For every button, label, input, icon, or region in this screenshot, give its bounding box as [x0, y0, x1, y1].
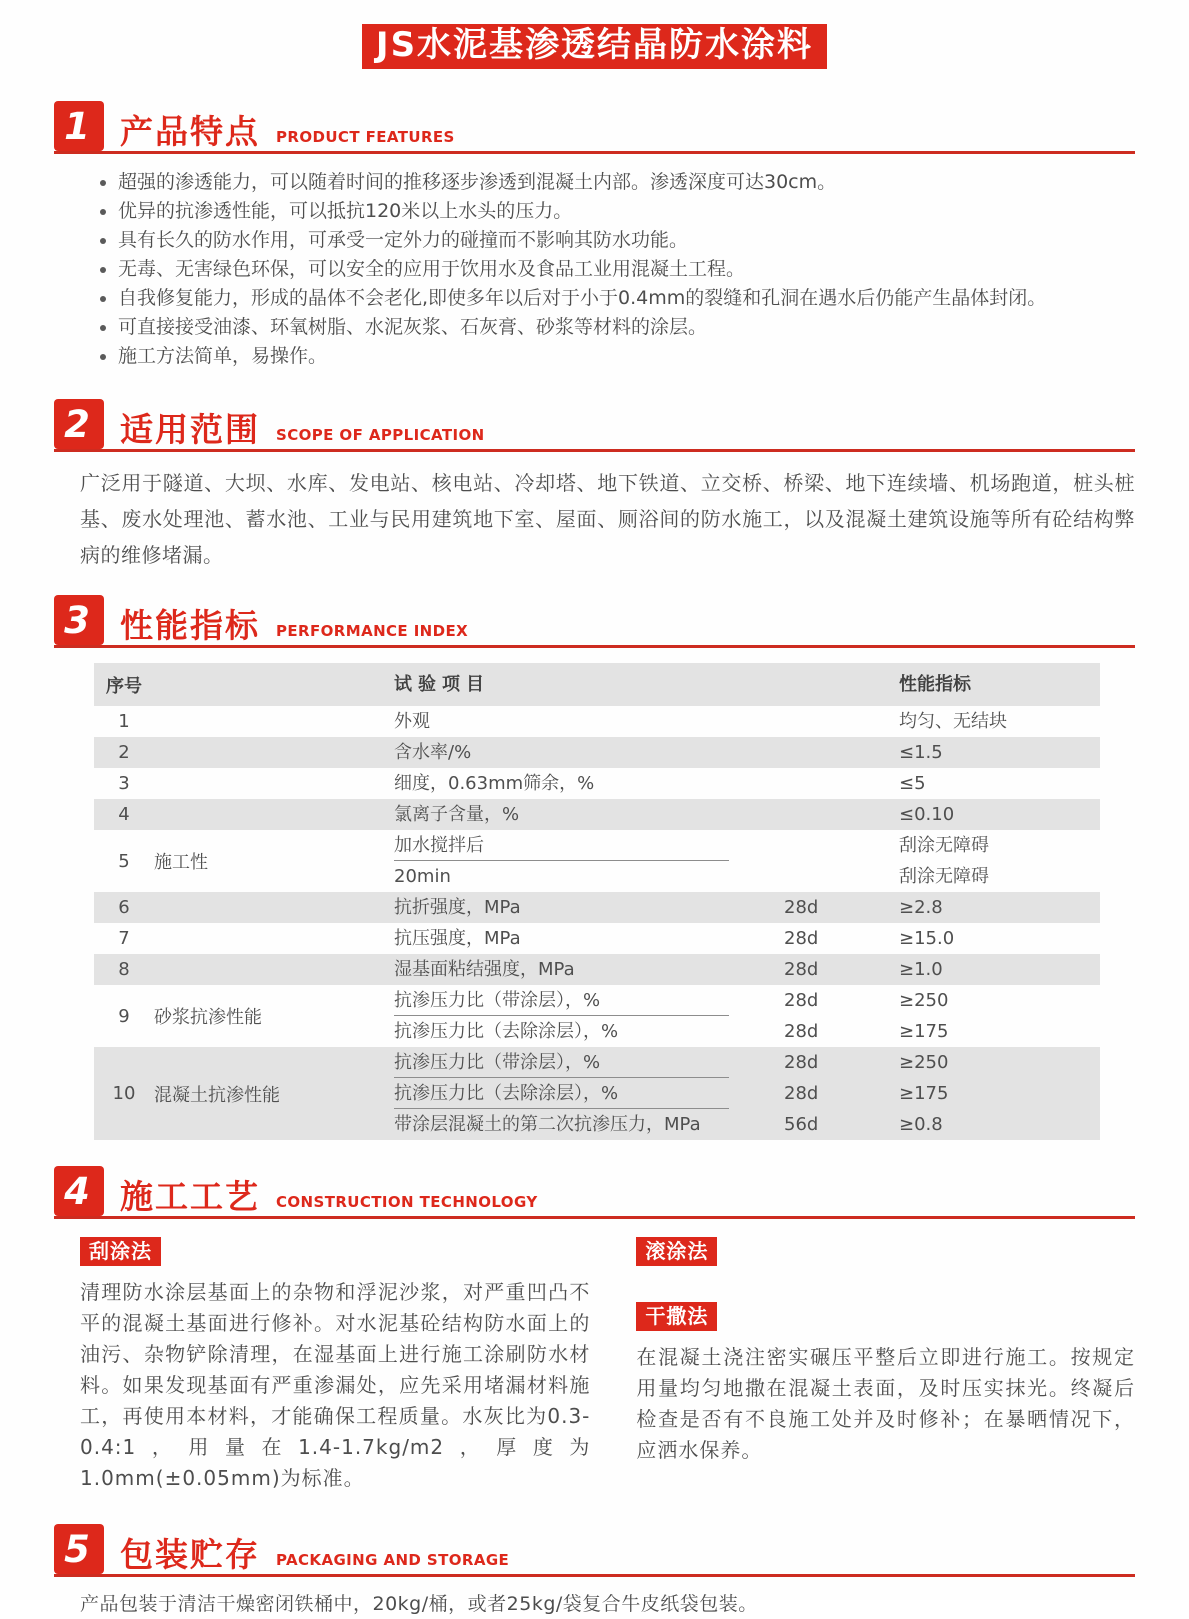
cell-age: 28d [784, 1021, 819, 1043]
cell-no: 6 [118, 897, 130, 919]
cell-value: 均匀、无结块 [899, 711, 1007, 733]
cell-item: 湿基面粘结强度，MPa [394, 959, 575, 981]
feature-item: 超强的渗透能力，可以随着时间的推移逐步渗透到混凝土内部。渗透深度可达30cm。 [100, 168, 1135, 197]
cell-no: 9 [118, 1005, 130, 1027]
table-row [94, 892, 1100, 923]
cell-item: 细度，0.63mm筛余，% [394, 773, 595, 795]
cell-group: 混凝土抗渗性能 [154, 1084, 280, 1106]
cell-value: ≥0.8 [899, 1114, 943, 1136]
section-2-number: 2 [54, 399, 104, 449]
section-4-title-en: CONSTRUCTION TECHNOLOGY [276, 1193, 538, 1212]
section-packaging [54, 1524, 1135, 1619]
table-row [94, 985, 1100, 1047]
scope-paragraph: 广泛用于隧道、大坝、水库、发电站、核电站、冷却塔、地下铁道、立交桥、桥梁、地下连续墙、机场跑道，桩头桩基、废水处理池、蓄水池、工业与民用建筑地下室、屋面、厕浴间的防水施工，以及混凝土建筑设施等所有砼结构弊病的维修堵漏。 [80, 471, 1135, 568]
cell-no: 4 [118, 804, 130, 826]
cell-no: 7 [118, 928, 130, 950]
header-performance-index: 性能指标 [899, 674, 971, 696]
feature-item: 自我修复能力，形成的晶体不会老化,即使多年以后对于小于0.4mm的裂缝和孔洞在遇水后仍能产生晶体封闭。 [100, 284, 1135, 313]
page-title: JS水泥基渗透结晶防水涂料 [362, 24, 827, 69]
method-badge-scrape: 刮涂法 [80, 1237, 161, 1266]
table-row [94, 768, 1100, 799]
section-4-number: 4 [54, 1166, 104, 1216]
section-5-title-en: PACKAGING AND STORAGE [276, 1551, 510, 1570]
cell-group [154, 706, 394, 737]
cell-item: 抗渗压力比（去除涂层），% [394, 1083, 619, 1105]
section-construction [54, 1166, 1135, 1494]
cell-no: 10 [112, 1083, 136, 1105]
cell-item: 抗渗压力比（带涂层），% [394, 990, 601, 1012]
feature-item: 无毒、无害绿色环保，可以安全的应用于饮用水及食品工业用混凝土工程。 [100, 255, 1135, 284]
cell-age: 28d [784, 1083, 819, 1105]
cell-group [154, 954, 394, 985]
table-row [94, 737, 1100, 768]
table-row [94, 923, 1100, 954]
header-no: 序号 [106, 675, 142, 697]
section-performance-index [54, 595, 1135, 1140]
spacer [636, 1266, 1135, 1302]
cell-value: ≥175 [899, 1083, 949, 1105]
cell-group: 施工性 [154, 852, 208, 874]
title-banner-wrap [54, 0, 1135, 69]
header-group-spacer [154, 663, 394, 706]
cell-value: ≤1.5 [899, 742, 943, 764]
cell-value: 刮涂无障碍 [899, 835, 989, 857]
cell-item: 抗渗压力比（带涂层），% [394, 1052, 601, 1074]
method-scrape [80, 1237, 590, 1494]
cell-group [154, 923, 394, 954]
cell-item: 外观 [394, 711, 430, 733]
section-2-title-en: SCOPE OF APPLICATION [276, 426, 485, 445]
section-2-header [54, 399, 1135, 452]
section-5-number: 5 [54, 1524, 104, 1574]
cell-value: ≥2.8 [899, 897, 943, 919]
cell-item: 加水搅拌后 [394, 835, 484, 857]
cell-item: 含水率/% [394, 742, 472, 764]
construction-methods [80, 1237, 1135, 1494]
cell-item: 带涂层混凝土的第二次抗渗压力，MPa [394, 1114, 701, 1136]
cell-age: 28d [784, 959, 819, 981]
feature-item: 可直接接受油漆、环氧树脂、水泥灰浆、石灰膏、砂浆等材料的涂层。 [100, 313, 1135, 342]
section-1-title-en: PRODUCT FEATURES [276, 128, 455, 147]
cell-item: 氯离子含量，% [394, 804, 520, 826]
method-paragraph-scrape: 清理防水涂层基面上的杂物和浮泥沙浆，对严重凹凸不平的混凝土基面进行修补。对水泥基砼结构防水面上的油污、杂物铲除清理，在湿基面上进行施工涂刷防水材料。如果发现基面有严重渗漏处，应先采用堵漏材料施工，再使用本材料，才能确保工程质量。水灰比为0.3-0.4:1，用量在1.4-1.7kg/m2，厚度为1.0mm(±0.05mm)为标准。 [80, 1280, 591, 1491]
section-1-number: 1 [54, 101, 104, 151]
cell-value: ≥15.0 [899, 928, 955, 950]
table-row [94, 954, 1100, 985]
cell-age: 28d [784, 897, 819, 919]
performance-table [94, 663, 1100, 1140]
table-header-row [94, 663, 1100, 706]
section-3-title-en: PERFORMANCE INDEX [276, 622, 469, 641]
feature-item: 具有长久的防水作用，可承受一定外力的碰撞而不影响其防水功能。 [100, 226, 1135, 255]
cell-item: 20min [394, 866, 451, 888]
cell-group [154, 799, 394, 830]
cell-group [154, 737, 394, 768]
section-3-header [54, 595, 1135, 648]
feature-item: 施工方法简单，易操作。 [100, 342, 1135, 371]
feature-item: 优异的抗渗透性能，可以抵抗120米以上水头的压力。 [100, 197, 1135, 226]
cell-no: 1 [118, 711, 130, 733]
table-row [94, 799, 1100, 830]
header-test-item: 试验项目 [394, 674, 490, 696]
section-3-number: 3 [54, 595, 104, 645]
cell-value: ≤0.10 [899, 804, 955, 826]
cell-value: 刮涂无障碍 [899, 866, 989, 888]
cell-age: 28d [784, 990, 819, 1012]
section-4-header [54, 1166, 1135, 1219]
cell-no: 2 [118, 742, 130, 764]
cell-age: 56d [784, 1114, 819, 1136]
cell-item: 抗渗压力比（去除涂层），% [394, 1021, 619, 1043]
section-4-title-cn: 施工工艺 [120, 1177, 260, 1217]
feature-list [100, 168, 1135, 371]
cell-age: 28d [784, 1052, 819, 1074]
cell-group: 砂浆抗渗性能 [154, 1007, 262, 1029]
method-badge-roll: 滚涂法 [636, 1237, 717, 1266]
cell-value: ≥250 [899, 1052, 949, 1074]
packaging-paragraph: 产品包装于清洁干燥密闭铁桶中，20kg/桶，或者25kg/袋复合牛皮纸袋包装。 [80, 1593, 758, 1616]
method-paragraph-dry-scatter: 在混凝土浇注密实碾压平整后立即进行施工。按规定用量均匀地撒在混凝土表面，及时压实抹光。终凝后检查是否有不良施工处并及时修补；在暴晒情况下，应洒水保养。 [636, 1345, 1135, 1463]
cell-group [154, 892, 394, 923]
cell-value: ≥250 [899, 990, 949, 1012]
section-scope [54, 399, 1135, 573]
cell-item: 抗压强度，MPa [394, 928, 521, 950]
cell-value: ≥175 [899, 1021, 949, 1043]
table-row [94, 830, 1100, 892]
cell-no: 5 [118, 850, 130, 872]
section-5-header [54, 1524, 1135, 1577]
section-1-title-cn: 产品特点 [120, 112, 260, 152]
cell-age: 28d [784, 928, 819, 950]
method-badge-dry-scatter: 干撒法 [636, 1302, 717, 1331]
cell-value: ≤5 [899, 773, 926, 795]
table-row [94, 1047, 1100, 1140]
section-5-title-cn: 包装贮存 [120, 1535, 260, 1575]
cell-no: 3 [118, 773, 130, 795]
section-product-features [54, 101, 1135, 371]
cell-item: 抗折强度，MPa [394, 897, 521, 919]
section-1-header [54, 101, 1135, 154]
section-3-title-cn: 性能指标 [120, 606, 260, 646]
table-row [94, 706, 1100, 737]
cell-group [154, 768, 394, 799]
method-roll-and-dry [636, 1237, 1135, 1494]
cell-value: ≥1.0 [899, 959, 943, 981]
section-2-title-cn: 适用范围 [120, 410, 260, 450]
cell-no: 8 [118, 959, 130, 981]
